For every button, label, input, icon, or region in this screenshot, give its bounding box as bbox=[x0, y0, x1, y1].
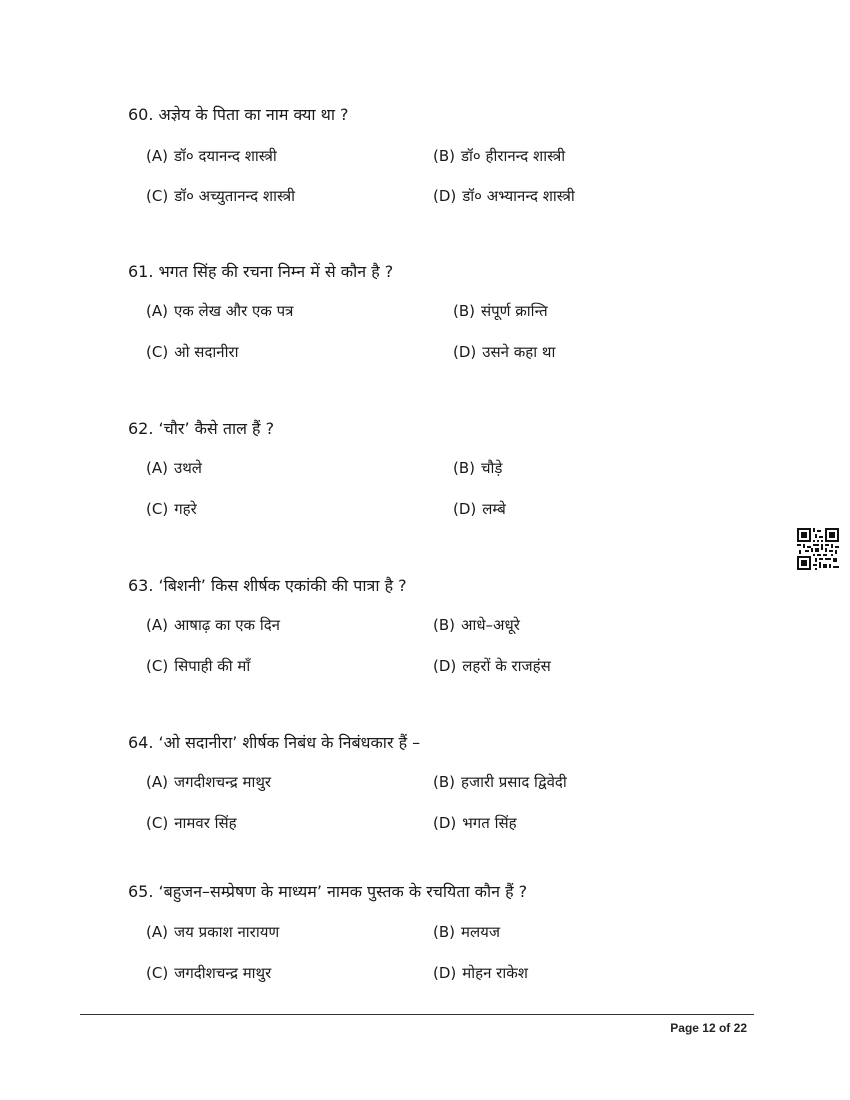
option-a: (A) जय प्रकाश नारायण bbox=[146, 923, 280, 941]
footer-divider bbox=[80, 1014, 754, 1015]
option-b: (B) मलयज bbox=[433, 923, 500, 941]
option-a: (A) एक लेख और एक पत्र bbox=[146, 302, 294, 320]
option-d: (D) उसने कहा था bbox=[453, 343, 556, 361]
option-d: (D) लहरों के राजहंस bbox=[433, 657, 551, 675]
option-a: (A) आषाढ़ का एक दिन bbox=[146, 616, 280, 634]
question-text: 64. ‘ओ सदानीरा’ शीर्षक निबंध के निबंधकार हैं – bbox=[128, 733, 421, 752]
option-c: (C) सिपाही की माँ bbox=[146, 657, 251, 675]
option-a: (A) उथले bbox=[146, 459, 202, 477]
option-d: (D) मोहन राकेश bbox=[433, 964, 528, 982]
option-c: (C) नामवर सिंह bbox=[146, 814, 237, 832]
option-a: (A) जगदीशचन्द्र माथुर bbox=[146, 773, 272, 791]
option-b: (B) हजारी प्रसाद द्विवेदी bbox=[433, 773, 567, 791]
option-b: (B) संपूर्ण क्रान्ति bbox=[453, 302, 548, 320]
question-text: 63. ‘बिशनी’ किस शीर्षक एकांकी की पात्रा है ? bbox=[128, 576, 407, 595]
qr-code-icon bbox=[797, 528, 839, 570]
option-b: (B) चौड़े bbox=[453, 459, 503, 477]
option-c: (C) गहरे bbox=[146, 500, 197, 518]
question-text: 61. भगत सिंह की रचना निम्न में से कौन है ? bbox=[128, 262, 394, 281]
option-c: (C) डॉ० अच्युतानन्द शास्त्री bbox=[146, 187, 295, 205]
option-c: (C) जगदीशचन्द्र माथुर bbox=[146, 964, 272, 982]
option-d: (D) डॉ० अभ्यानन्द शास्त्री bbox=[433, 187, 575, 205]
page-number: Page 12 of 22 bbox=[670, 1021, 747, 1035]
question-text: 60. अज्ञेय के पिता का नाम क्या था ? bbox=[128, 105, 349, 124]
question-text: 62. ‘चौर’ कैसे ताल हैं ? bbox=[128, 419, 275, 438]
option-b: (B) डॉ० हीरानन्द शास्त्री bbox=[433, 147, 566, 165]
question-text: 65. ‘बहुजन–सम्प्रेषण के माध्यम’ नामक पुस्तक के रचयिता कौन हैं ? bbox=[128, 882, 528, 901]
option-d: (D) लम्बे bbox=[453, 500, 506, 518]
option-b: (B) आधे–अधूरे bbox=[433, 616, 520, 634]
option-a: (A) डॉ० दयानन्द शास्त्री bbox=[146, 147, 277, 165]
option-d: (D) भगत सिंह bbox=[433, 814, 517, 832]
option-c: (C) ओ सदानीरा bbox=[146, 343, 239, 361]
